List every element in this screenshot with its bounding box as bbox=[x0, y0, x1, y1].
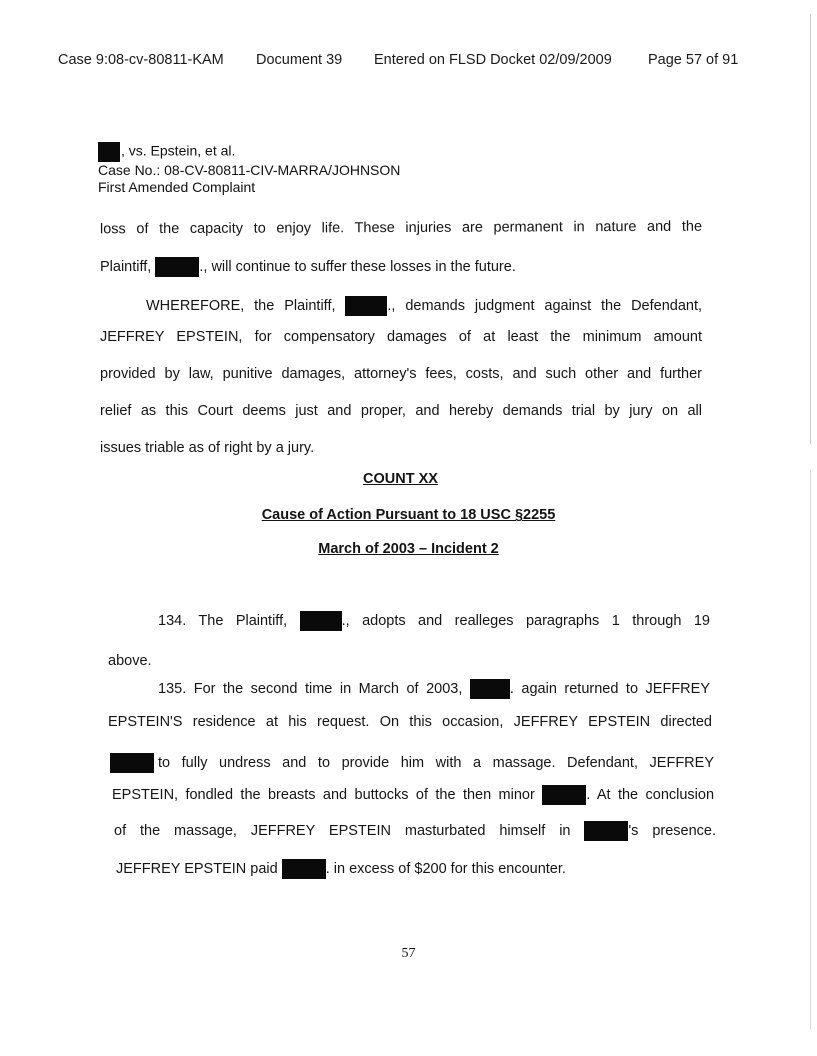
body-line: EPSTEIN'S residence at his request. On this occasion, JEFFREY EPSTEIN directed bbox=[108, 714, 712, 730]
redaction-box bbox=[282, 859, 326, 879]
body-line: of the massage, JEFFREY EPSTEIN masturbated himself in 's presence. bbox=[114, 821, 716, 841]
body-line: above. bbox=[108, 653, 152, 669]
body-line: EPSTEIN, fondled the breasts and buttocks of the then minor . At the conclusion bbox=[112, 785, 714, 805]
case-number: Case 9:08-cv-80811-KAM bbox=[58, 52, 224, 68]
redaction-box bbox=[155, 257, 199, 277]
body-line: Plaintiff, ., will continue to suffer these losses in the future. bbox=[100, 257, 516, 277]
complaint-body bbox=[99, 0, 716, 1056]
body-line: provided by law, punitive damages, attorney's fees, costs, and such other and further bbox=[100, 366, 702, 382]
caption-case-no: Case No.: 08-CV-80811-CIV-MARRA/JOHNSON bbox=[98, 162, 401, 178]
redaction-box bbox=[542, 785, 586, 805]
page-of-total: Page 57 of 91 bbox=[648, 52, 739, 68]
caption-doc-title: First Amended Complaint bbox=[98, 179, 256, 195]
body-line: 135. For the second time in March of 2003, . again returned to JEFFREY bbox=[158, 679, 710, 699]
body-line: loss of the capacity to enjoy life. These injuries are permanent in nature and the bbox=[99, 218, 703, 238]
redaction-box bbox=[584, 821, 628, 841]
caption-parties: , vs. Epstein, et al. bbox=[121, 142, 236, 159]
body-line: relief as this Court deems just and proper, and hereby demands trial by jury on all bbox=[100, 403, 702, 419]
body-line: issues triable as of right by a jury. bbox=[100, 440, 315, 456]
body-line: WHEREFORE, the Plaintiff, ., demands judgment against the Defendant, bbox=[146, 296, 702, 316]
body-line: to fully undress and to provide him with a massage. Defendant, JEFFREY bbox=[110, 753, 714, 773]
document-number: Document 39 bbox=[256, 52, 343, 68]
cause-heading: Cause of Action Pursuant to 18 USC §2255 bbox=[261, 507, 556, 523]
count-heading: COUNT XX bbox=[363, 471, 438, 487]
page-number: 57 bbox=[401, 946, 416, 961]
body-line: JEFFREY EPSTEIN paid . in excess of $200 for this encounter. bbox=[116, 859, 566, 879]
scan-edge-line bbox=[810, 14, 811, 444]
body-line: 134. The Plaintiff, ., adopts and realleges paragraphs 1 through 19 bbox=[158, 611, 710, 631]
redaction-box bbox=[110, 753, 154, 773]
redaction-box bbox=[345, 296, 387, 316]
redaction-box bbox=[470, 679, 510, 699]
redaction-box bbox=[300, 611, 342, 631]
docket-entry: Entered on FLSD Docket 02/09/2009 bbox=[374, 52, 612, 68]
incident-heading: March of 2003 – Incident 2 bbox=[318, 541, 499, 557]
body-line: JEFFREY EPSTEIN, for compensatory damages of at least the minimum amount bbox=[100, 329, 702, 345]
